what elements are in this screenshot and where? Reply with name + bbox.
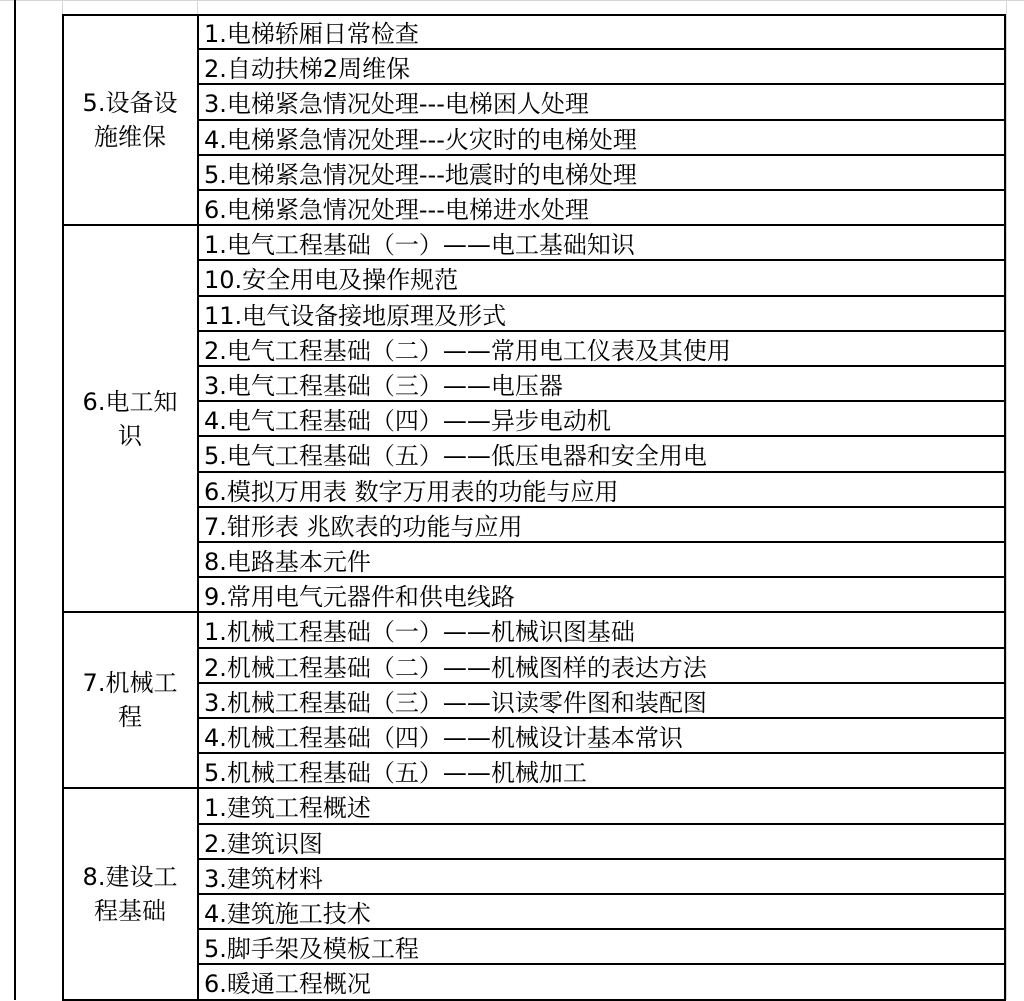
item-cell[interactable]: 4.机械工程基础（四）——机械设计基本常识	[204, 724, 683, 752]
item-cell[interactable]: 2.电气工程基础（二）——常用电工仪表及其使用	[204, 336, 731, 365]
category-label: 7.机械工程	[82, 669, 178, 732]
item-cell[interactable]: 3.机械工程基础（三）——识读零件图和装配图	[204, 688, 707, 717]
item-cell[interactable]: 4.电气工程基础（四）——异步电动机	[204, 407, 611, 436]
item-cell[interactable]: 4.电梯紧急情况处理---火灾时的电梯处理	[204, 125, 637, 154]
gridline-right-column	[1006, 0, 1007, 1000]
item-cell[interactable]: 3.电梯紧急情况处理---电梯困人处理	[204, 90, 589, 119]
item-cell[interactable]: 9.常用电气元器件和供电线路	[204, 583, 515, 612]
item-cell[interactable]: 1.建筑工程概述	[204, 794, 371, 823]
item-cell[interactable]: 7.钳形表 兆欧表的功能与应用	[204, 512, 523, 541]
category-cell[interactable]	[63, 612, 197, 788]
category-cell[interactable]	[63, 225, 197, 612]
category-cell[interactable]	[63, 788, 197, 999]
item-cell[interactable]: 5.电气工程基础（五）——低压电器和安全用电	[204, 442, 707, 471]
gridline-col-b-top	[62, 0, 63, 14]
category-label: 6.电工知识	[82, 387, 178, 450]
item-cell[interactable]: 2.机械工程基础（二）——机械图样的表达方法	[204, 653, 707, 682]
item-cell[interactable]: 5.机械工程基础（五）——机械加工	[204, 759, 587, 788]
item-cell[interactable]: 6.模拟万用表 数字万用表的功能与应用	[204, 477, 619, 506]
item-cell[interactable]: 2.自动扶梯2周维保	[204, 55, 411, 84]
category-cell[interactable]	[63, 14, 197, 225]
item-cell[interactable]: 2.建筑识图	[204, 829, 323, 858]
category-label: 5.设备设施维保	[82, 88, 178, 151]
item-cell[interactable]: 3.建筑材料	[204, 864, 323, 893]
gridline-top	[0, 0, 1024, 1]
category-label: 8.建设工程基础	[82, 862, 178, 925]
item-cell[interactable]: 6.暖通工程概况	[204, 970, 371, 999]
border-left-column	[14, 0, 16, 1000]
item-cell[interactable]: 11.电气设备接地原理及形式	[204, 301, 507, 330]
item-cell[interactable]: 4.建筑施工技术	[204, 900, 371, 928]
item-cell[interactable]: 10.安全用电及操作规范	[204, 266, 459, 295]
gridline-col-c-top	[197, 0, 198, 14]
item-cell[interactable]: 6.电梯紧急情况处理---电梯进水处理	[204, 196, 589, 224]
item-cell[interactable]: 1.电梯轿厢日常检查	[204, 20, 419, 48]
item-cell[interactable]: 1.电气工程基础（一）——电工基础知识	[204, 231, 635, 260]
item-cell[interactable]: 3.电气工程基础（三）——电压器	[204, 372, 563, 400]
item-cell[interactable]: 5.电梯紧急情况处理---地震时的电梯处理	[204, 160, 637, 189]
item-cell[interactable]: 8.电路基本元件	[204, 548, 371, 576]
item-cell[interactable]: 5.脚手架及模板工程	[204, 935, 419, 964]
item-cell[interactable]: 1.机械工程基础（一）——机械识图基础	[204, 618, 635, 647]
